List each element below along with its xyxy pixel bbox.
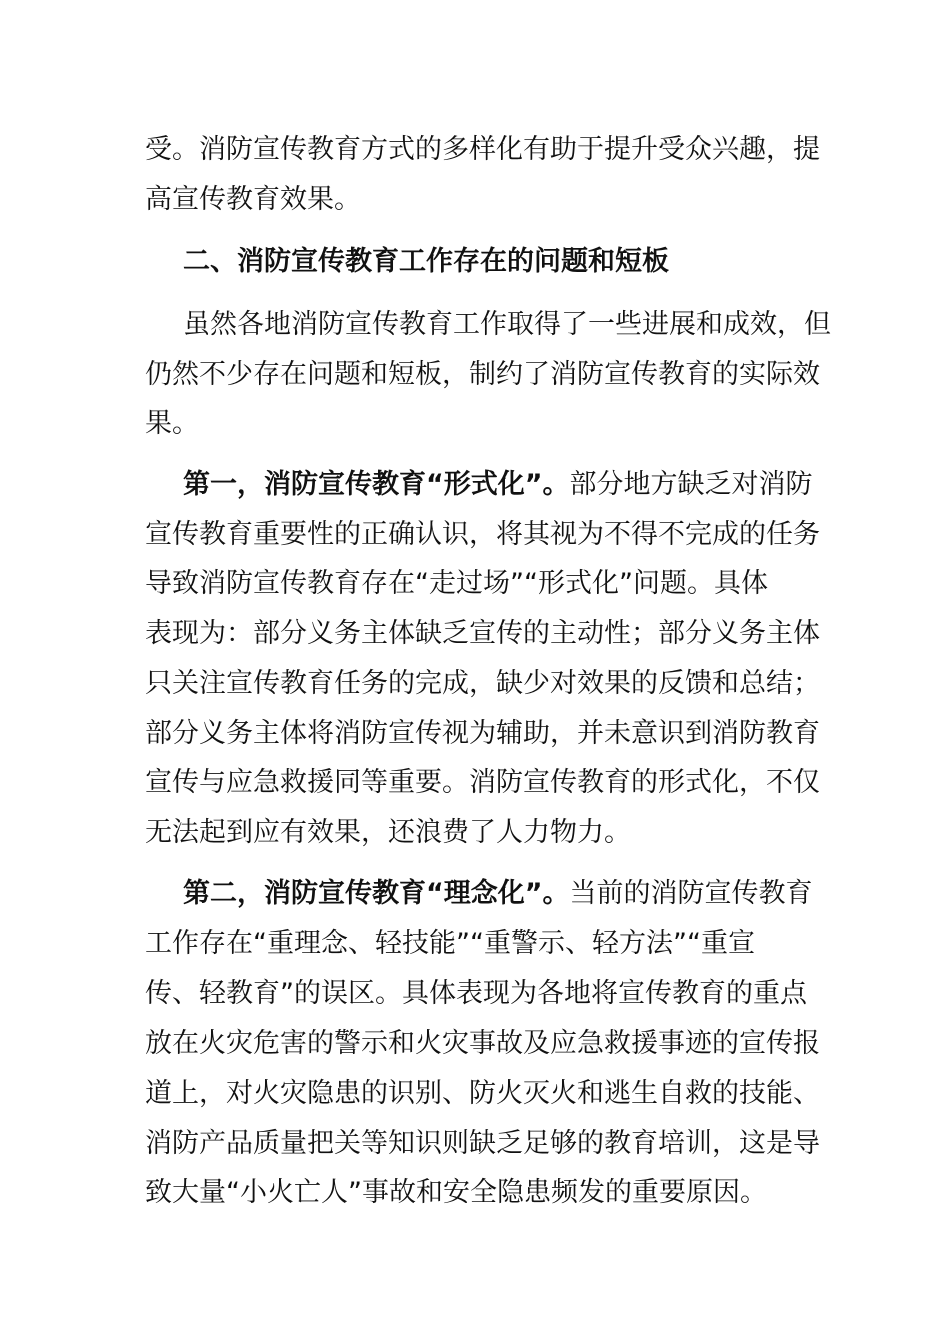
text-span: 虽然各地消防宣传教育工作取得了一些进展和成效，但 <box>183 309 831 340</box>
body-text-line <box>0 666 950 702</box>
text-span: 仍然不少存在问题和短板，制约了消防宣传教育的实际效 <box>145 359 820 390</box>
paragraph-first-line <box>0 307 950 343</box>
text-span: 宣传与应急救援同等重要。消防宣传教育的形式化，不仅 <box>145 767 820 798</box>
body-text-line <box>0 132 950 168</box>
body-text-line <box>0 616 950 652</box>
point-heading: 第二，消防宣传教育“理念化”。 <box>183 878 570 909</box>
point-heading: 第一，消防宣传教育“形式化”。 <box>183 469 570 500</box>
body-text-line <box>0 182 950 218</box>
text-span: 部分地方缺乏对消防 <box>569 469 813 500</box>
text-span: 当前的消防宣传教育 <box>569 878 813 909</box>
body-text-line <box>0 716 950 752</box>
text-span: 只关注宣传教育任务的完成，缺少对效果的反馈和总结； <box>145 668 820 699</box>
body-text-line <box>0 1076 950 1112</box>
text-span: 部分义务主体将消防宣传视为辅助，并未意识到消防教育 <box>145 718 820 749</box>
text-span: 导致消防宣传教育存在“走过场”“形式化”问题。具体 <box>145 568 768 599</box>
text-span: 高宣传教育效果。 <box>145 184 361 215</box>
section-heading <box>0 244 950 280</box>
text-span: 受。消防宣传教育方式的多样化有助于提升受众兴趣，提 <box>145 134 820 165</box>
body-text-line <box>0 517 950 553</box>
text-span: 表现为：部分义务主体缺乏宣传的主动性；部分义务主体 <box>145 618 820 649</box>
text-span: 果。 <box>145 408 199 439</box>
text-span: 传、轻教育”的误区。具体表现为各地将宣传教育的重点 <box>145 978 807 1009</box>
text-span: 消防产品质量把关等知识则缺乏足够的教育培训，这是导 <box>145 1128 820 1159</box>
paragraph-first-line <box>0 876 950 912</box>
text-span: 道上，对火灾隐患的识别、防火灭火和逃生自救的技能、 <box>145 1078 820 1109</box>
body-text-line <box>0 765 950 801</box>
body-text-line <box>0 1175 950 1211</box>
body-text-line <box>0 976 950 1012</box>
body-text-line <box>0 815 950 851</box>
body-text-line <box>0 357 950 393</box>
body-text-line <box>0 1026 950 1062</box>
body-text-line <box>0 566 950 602</box>
paragraph-first-line <box>0 467 950 503</box>
text-span: 致大量“小火亡人”事故和安全隐患频发的重要原因。 <box>145 1177 767 1208</box>
text-span: 放在火灾危害的警示和火灾事故及应急救援事迹的宣传报 <box>145 1028 820 1059</box>
body-text-line <box>0 406 950 442</box>
text-span: 工作存在“重理念、轻技能”“重警示、轻方法”“重宣 <box>145 928 755 959</box>
body-text-line <box>0 926 950 962</box>
text-span: 宣传教育重要性的正确认识，将其视为不得不完成的任务 <box>145 519 820 550</box>
body-text-line <box>0 1126 950 1162</box>
heading-text: 二、消防宣传教育工作存在的问题和短板 <box>183 246 669 277</box>
text-span: 无法起到应有效果，还浪费了人力物力。 <box>145 817 631 848</box>
